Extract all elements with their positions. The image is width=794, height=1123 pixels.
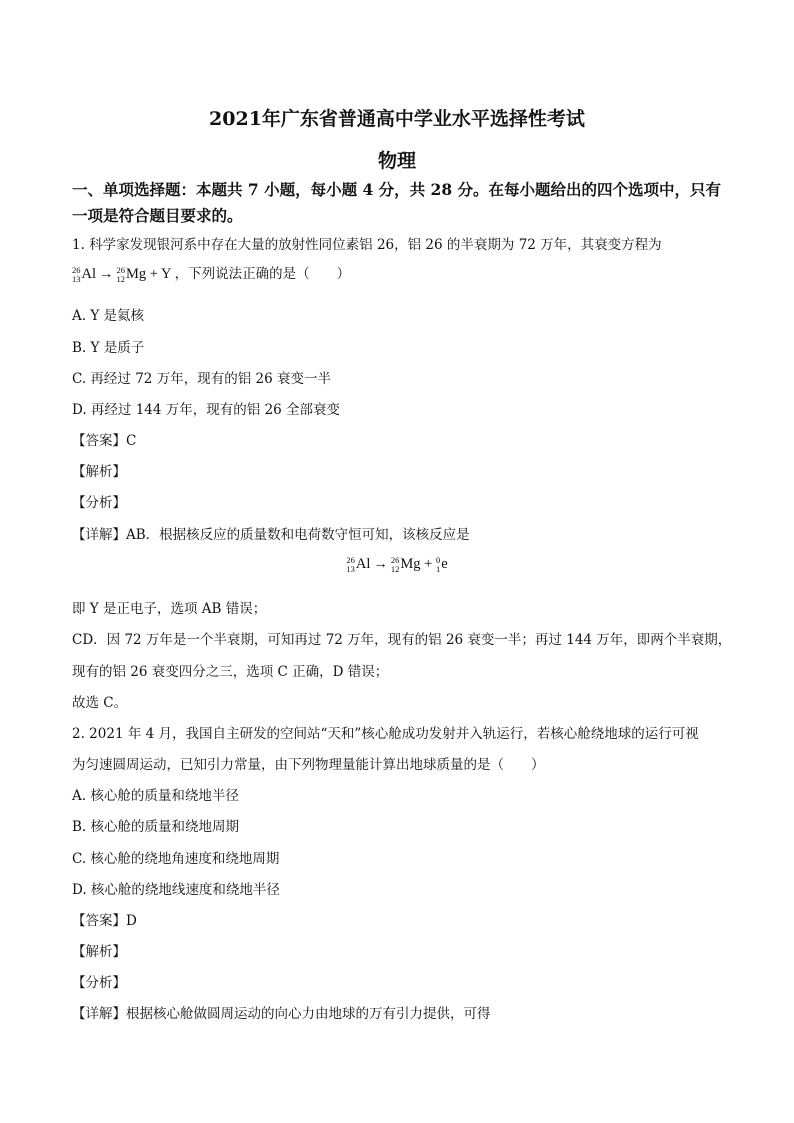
- eq2-mg-symbol: Mg +: [400, 556, 433, 573]
- eq2-al-symbol: Al: [355, 556, 371, 573]
- q1-reaction-equation: [0, 556, 794, 574]
- eq2-mg-numbers: 26 12: [390, 555, 400, 574]
- eq2-e-symbol: e: [441, 556, 448, 573]
- q1-equation-line: [72, 262, 350, 284]
- exam-title: 2021年广东省普通高中学业水平选择性考试: [209, 108, 585, 130]
- q2-option-a: A. 核心舱的质量和绕地半径: [72, 788, 239, 804]
- mg-symbol: Mg + Y: [126, 266, 171, 282]
- mg-nuclide-numbers: 26 12: [116, 264, 125, 284]
- q2-jiexi: 【解析】: [72, 944, 126, 960]
- q1-after-equation: 即 Y 是正电子，选项 AB 错误；: [72, 601, 267, 617]
- q2-answer: 【答案】D: [72, 913, 137, 929]
- q1-option-c: C. 再经过 72 万年，现有的铝 26 衰变一半: [72, 371, 331, 387]
- q2-detail: 【详解】根据核心舱做圆周运动的向心力由地球的万有引力提供，可得: [72, 1006, 491, 1022]
- q2-stem-line1: 2. 2021 年 4 月，我国自主研发的空间站“天和”核心舱成功发射并入轨运行，若核心舱绕地球的运行可视: [72, 726, 699, 742]
- q1-detail: 【详解】AB．根据核反应的质量数和电荷数守恒可知，该核反应是: [72, 527, 470, 543]
- al-symbol: Al: [81, 266, 96, 282]
- eq2-al-numbers: 26 13: [346, 555, 355, 574]
- q1-decay-equation: [72, 266, 175, 282]
- eq2-e-numbers: 0 1: [435, 555, 441, 574]
- q1-option-b: B. Y 是质子: [72, 340, 145, 356]
- q1-option-a: A. Y 是氦核: [72, 308, 145, 324]
- q1-option-d: D. 再经过 144 万年，现有的铝 26 全部衰变: [72, 402, 341, 418]
- q1-jiexi: 【解析】: [72, 464, 126, 480]
- q2-option-d: D. 核心舱的绕地线速度和绕地半径: [72, 882, 280, 898]
- q2-option-b: B. 核心舱的质量和绕地周期: [72, 819, 240, 835]
- q1-conclusion: 故选 C。: [72, 695, 128, 711]
- section-heading-line1: 一、单项选择题：本题共 7 小题，每小题 4 分，共 28 分。在每小题给出的四个选项中，只有: [72, 180, 722, 199]
- q1-stem-line1: 1. 科学家发现银河系中存在大量的放射性同位素铝 26，铝 26 的半衰期为 72 万年，其衰变方程为: [72, 237, 662, 253]
- q1-stem-tail: ，下列说法正确的是（ ）: [174, 266, 351, 282]
- reaction-arrow: →: [99, 266, 114, 282]
- al-nuclide-numbers: 26 13: [72, 264, 81, 284]
- section-heading-line2: 一项是符合题目要求的。: [72, 206, 243, 225]
- q2-fenxi: 【分析】: [72, 975, 126, 991]
- q1-cd-line1: CD．因 72 万年是一个半衰期，可知再过 72 万年，现有的铝 26 衰变一半；再过 144 万年，即两个半衰期，: [72, 632, 732, 648]
- q1-cd-line2: 现有的铝 26 衰变四分之三，选项 C 正确，D 错误；: [72, 664, 389, 680]
- q2-stem-line2: 为匀速圆周运动，已知引力常量，由下列物理量能计算出地球质量的是（ ）: [72, 757, 545, 773]
- q1-answer: 【答案】C: [72, 433, 137, 449]
- eq2-arrow: →: [373, 556, 388, 573]
- q2-option-c: C. 核心舱的绕地角速度和绕地周期: [72, 851, 280, 867]
- subject-title: 物理: [377, 150, 416, 172]
- q1-fenxi: 【分析】: [72, 495, 126, 511]
